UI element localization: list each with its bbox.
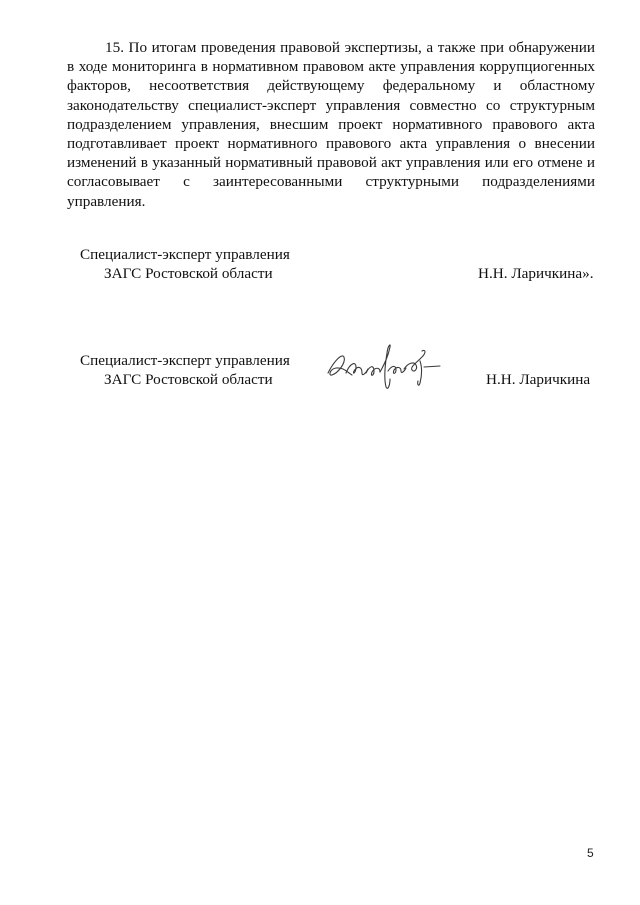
- handwritten-signature-icon: [322, 339, 452, 395]
- signer-position-line-1: Специалист-эксперт управления: [80, 246, 290, 263]
- signer-name: Н.Н. Ларичкина: [486, 371, 591, 388]
- signer-position-line-1: Специалист-эксперт управления: [80, 352, 290, 369]
- signer-position-line-2: ЗАГС Ростовской области: [104, 371, 273, 388]
- page-number: 5: [587, 846, 594, 860]
- signer-name: Н.Н. Ларичкина».: [478, 265, 594, 282]
- signer-position-line-2: ЗАГС Ростовской области: [104, 265, 273, 282]
- paragraph-15: 15. По итогам проведения правовой экспертизы, а также при обнаружении в ходе мониторинга в нормативном правовом акте управления коррупциогенных факторов, несоответствия действующему федеральному и областному законодательству специалист-эксперт управления совместно со структурным подразделением управления, внесшим проект нормативного правового акта подготавливает проект нормативного правового акта управления о внесении изменений в указанный нормативный правовой акт управления или его отмене и согласовывает с заинтересованными структурными подразделениями управления.: [67, 39, 595, 210]
